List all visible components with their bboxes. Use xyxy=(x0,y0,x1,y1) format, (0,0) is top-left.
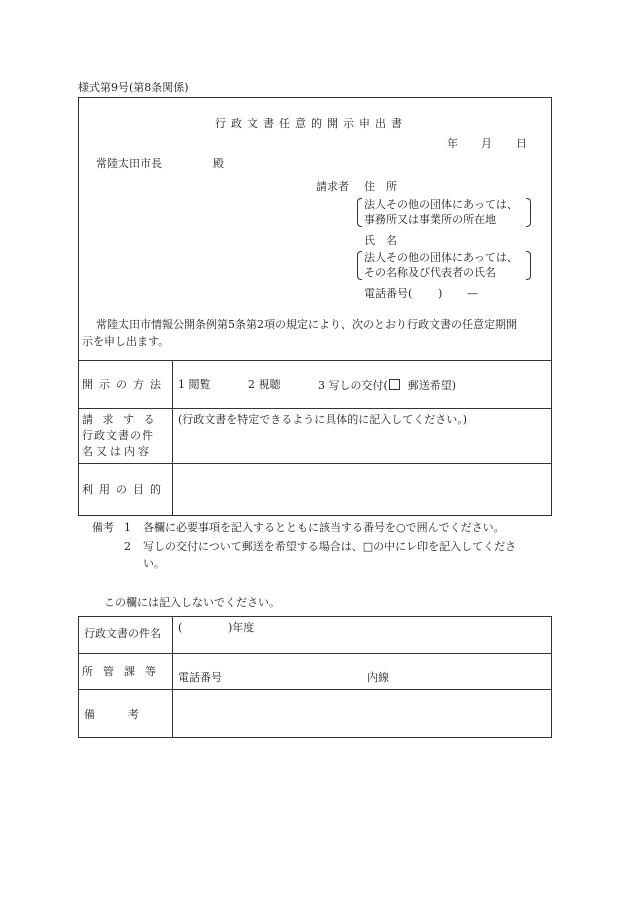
note-2-text-line2: い。 xyxy=(143,557,165,570)
table-top-border xyxy=(78,360,552,361)
office-column-divider xyxy=(172,616,173,738)
row-divider-1 xyxy=(78,408,552,409)
office-use-instruction: この欄には記入しないでください。 xyxy=(104,596,280,609)
address-label: 住 所 xyxy=(364,180,397,193)
remarks-label: 備 考 xyxy=(84,708,139,721)
dept-phone-label: 電話番号 xyxy=(178,671,222,684)
row-divider-2 xyxy=(78,463,552,464)
column-divider xyxy=(172,360,173,516)
address-note-bracket-right xyxy=(526,198,531,227)
body-line-2: 示を申し出ます。 xyxy=(82,335,170,348)
doc-value-hint[interactable]: (行政文書を特定できるように具体的に記入してください。) xyxy=(178,413,468,426)
note-2-number: 2 xyxy=(124,540,131,553)
name-note-line2: その名称及び代表者の氏名 xyxy=(364,266,496,279)
requester-label: 請求者 xyxy=(316,180,349,193)
doc-label-line3: 名又は内容 xyxy=(82,445,152,458)
doc-label-line2: 行政文書の件 xyxy=(82,429,154,442)
note-1-text: 各欄に必要事項を記入するとともに該当する番号を○で囲んでください。 xyxy=(143,521,505,534)
address-note-line2: 事務所又は事業所の所在地 xyxy=(364,213,496,226)
purpose-field[interactable] xyxy=(178,484,538,498)
method-option-3-mail: 郵送希望) xyxy=(407,379,457,392)
name-note-line1: 法人その他の団体にあっては、 xyxy=(364,251,518,264)
dept-extension-label: 内線 xyxy=(367,671,389,684)
doc-name-fiscal-year: )年度 xyxy=(228,621,255,634)
date-year[interactable]: 年 xyxy=(447,137,458,150)
body-line-1: 常陸太田市情報公開条例第5条第2項の規定により、次のとおり行政文書の任意定期開 xyxy=(96,318,517,331)
address-note-line1: 法人その他の団体にあっては、 xyxy=(364,198,518,211)
name-note-bracket-left xyxy=(357,251,362,280)
method-option-1[interactable]: 1 閲覧 xyxy=(178,378,211,391)
office-row-divider-1 xyxy=(78,653,552,654)
note-1-number: 1 xyxy=(124,521,131,534)
note-2-text-line1: 写しの交付について郵送を希望する場合は、□の中にレ印を記入してくださ xyxy=(143,540,517,553)
form-number: 様式第9号(第8条関係) xyxy=(78,81,189,94)
addressee: 常陸太田市長 xyxy=(96,157,162,170)
phone-dash: — xyxy=(467,287,478,300)
name-label: 氏 名 xyxy=(364,234,397,247)
phone-label: 電話番号( xyxy=(364,287,413,300)
phone-paren-close: ) xyxy=(438,287,443,300)
purpose-label: 利用の目的 xyxy=(82,483,167,496)
method-option-3[interactable] xyxy=(318,379,456,391)
address-note-bracket-left xyxy=(357,198,362,227)
date-month[interactable]: 月 xyxy=(481,137,492,150)
doc-label-line1: 請 求 す る xyxy=(82,413,158,426)
mail-checkbox[interactable] xyxy=(389,379,400,390)
date-day[interactable]: 日 xyxy=(516,137,527,150)
office-row-divider-2 xyxy=(78,689,552,690)
form-title: 行政文書任意的開示申出書 xyxy=(215,117,407,130)
method-option-3-text: 3 写しの交付( xyxy=(318,379,388,392)
method-label: 開示の方法 xyxy=(82,378,167,391)
method-option-2[interactable]: 2 視聴 xyxy=(248,378,281,391)
notes-heading: 備考 xyxy=(92,521,114,534)
name-note-bracket-right xyxy=(526,251,531,280)
honorific: 殿 xyxy=(213,157,224,170)
dept-label: 所管課等 xyxy=(82,665,166,678)
doc-name-label: 行政文書の件名 xyxy=(84,627,161,640)
doc-name-paren-open: ( xyxy=(178,621,183,634)
